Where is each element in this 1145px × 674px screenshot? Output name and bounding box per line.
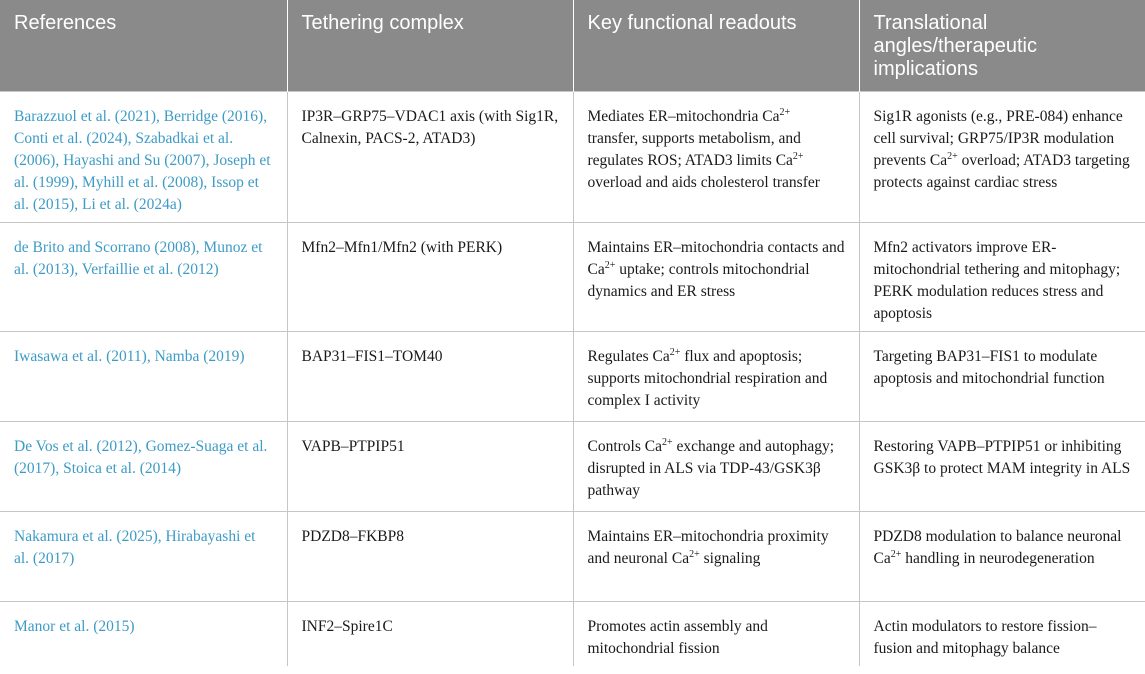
header-references: References [0,0,287,92]
header-translational-implications: Translational angles/therapeutic implications [859,0,1145,92]
reference-link[interactable]: Barazzuol et al. (2021) [14,108,157,125]
therapeutic-implications-cell: Targeting BAP31–FIS1 to modulate apoptosis and mitochondrial function [859,332,1145,422]
reference-link[interactable]: Hirabayashi et al. (2017) [14,528,256,567]
header-key-functional-readouts: Key functional readouts [573,0,859,92]
references-cell: Iwasawa et al. (2011), Namba (2019) [0,332,287,422]
reference-link[interactable]: Manor et al. (2015) [14,618,135,635]
reference-link[interactable]: Gomez-Suaga et al. (2017) [14,438,268,477]
table-row [0,602,1145,667]
tethering-complex-cell: VAPB–PTPIP51 [287,422,573,512]
table-row [0,92,1145,223]
reference-link[interactable]: Berridge (2016) [163,108,264,125]
references-cell: Nakamura et al. (2025), Hirabayashi et al. (2017) [0,512,287,602]
reference-link[interactable]: Iwasawa et al. (2011) [14,348,147,365]
therapeutic-implications-cell: Actin modulators to restore fission–fusion and mitophagy balance [859,602,1145,667]
references-cell [0,602,287,667]
reference-link[interactable]: Myhill et al. (2008) [82,174,204,191]
functional-readouts-cell: Mediates ER–mitochondria $Ca^{2+}$ transfer, supports metabolism, and regulates ROS; ATAD3 limits $Ca^{2+}$ overload and aids cholesterol transfer [573,92,859,223]
reference-link[interactable]: Joseph et al. (1999) [14,152,271,191]
table-row [0,332,1145,422]
table-row [0,512,1145,602]
reference-link[interactable]: Conti et al. (2024) [14,130,128,147]
header-row [0,0,1145,92]
reference-link[interactable]: De Vos et al. (2012) [14,438,138,455]
reference-link[interactable]: Stoica et al. (2014) [63,460,182,477]
functional-readouts-cell: Controls $Ca^{2+}$ exchange and autophagy; disrupted in ALS via TDP-43/GSK3β pathway [573,422,859,512]
table-header [0,0,1145,92]
tethering-complex-cell: BAP31–FIS1–TOM40 [287,332,573,422]
reference-link[interactable]: de Brito and Scorrano (2008) [14,239,196,256]
reference-link[interactable]: Issop et al. (2015) [14,174,259,213]
tethering-complex-cell: Mfn2–Mfn1/Mfn2 (with PERK) [287,223,573,332]
tethering-complex-cell: IP3R–GRP75–VDAC1 axis (with Sig1R, Calnexin, PACS-2, ATAD3) [287,92,573,223]
functional-readouts-cell: Maintains ER–mitochondria contacts and $Ca^{2+}$ uptake; controls mitochondrial dynamics and ER stress [573,223,859,332]
functional-readouts-cell: Regulates $Ca^{2+}$ flux and apoptosis; supports mitochondrial respiration and complex I activity [573,332,859,422]
therapeutic-implications-cell: Sig1R agonists (e.g., PRE-084) enhance cell survival; GRP75/IP3R modulation prevents $Ca^{2+}$ overload; ATAD3 targeting protects against cardiac stress [859,92,1145,223]
therapeutic-implications-cell: Mfn2 activators improve ER-mitochondrial tethering and mitophagy; PERK modulation reduces stress and apoptosis [859,223,1145,332]
references-cell: Barazzuol et al. (2021), Berridge (2016), Conti et al. (2024), Szabadkai et al. (2006), Hayashi and Su (2007), Joseph et al. (1999), Myhill et al. (2008), Issop et al. (2015), Li et al. (2024a) [0,92,287,223]
reference-link[interactable]: Nakamura et al. (2025) [14,528,158,545]
functional-readouts-cell: Promotes actin assembly and mitochondrial fission [573,602,859,667]
tethering-complex-cell: INF2–Spire1C [287,602,573,667]
functional-readouts-cell: Maintains ER–mitochondria proximity and neuronal $Ca^{2+}$ signaling [573,512,859,602]
therapeutic-implications-cell: PDZD8 modulation to balance neuronal $Ca^{2+}$ handling in neurodegeneration [859,512,1145,602]
references-cell: De Vos et al. (2012), Gomez-Suaga et al. (2017), Stoica et al. (2014) [0,422,287,512]
table-body [0,92,1145,667]
reference-link[interactable]: Munoz et al. (2013) [14,239,263,278]
table-row [0,422,1145,512]
reference-link[interactable]: Szabadkai et al. (2006) [14,130,234,169]
reference-link[interactable]: Namba (2019) [154,348,245,365]
table-row [0,223,1145,332]
references-cell: de Brito and Scorrano (2008), Munoz et al. (2013), Verfaillie et al. (2012) [0,223,287,332]
reference-link[interactable]: Verfaillie et al. (2012) [81,261,219,278]
reference-link[interactable]: Hayashi and Su (2007) [63,152,206,169]
therapeutic-implications-cell: Restoring VAPB–PTPIP51 or inhibiting GSK3β to protect MAM integrity in ALS [859,422,1145,512]
tethering-complex-cell: PDZD8–FKBP8 [287,512,573,602]
reference-link[interactable]: Li et al. (2024a) [82,196,182,213]
header-tethering-complex: Tethering complex [287,0,573,92]
